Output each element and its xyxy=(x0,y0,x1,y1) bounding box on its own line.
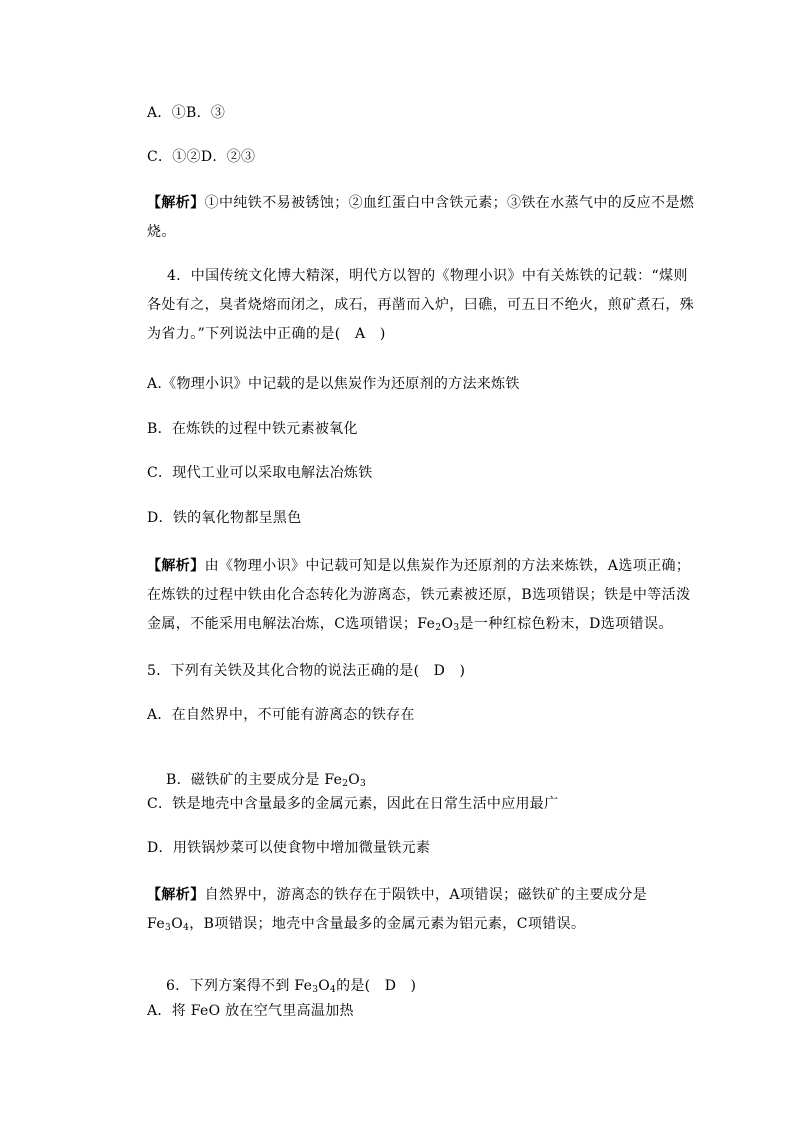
q3-options-ab: A．①B．③ xyxy=(147,105,226,121)
analysis-tag: 【解析】 xyxy=(147,195,205,211)
subscript: 2 xyxy=(435,623,442,633)
q6-option-a: A．将 FeO 放在空气里高温加热 xyxy=(147,1003,354,1019)
q4-option-a: A.《物理小识》中记载的是以焦炭作为还原剂的方法来炼铁 xyxy=(147,376,520,392)
formula-part: O xyxy=(441,616,454,632)
q4-stem: 4．中国传统文化博大精深，明代方以智的《物理小识》中有关炼铁的记载：“煤则各处有之，臭者烧熔而闭之，成石，再凿而入炉，曰礁，可五日不绝火，煎矿煮石，殊为省力。”下列说法中正确的是( A ) xyxy=(147,268,695,342)
subscript: 3 xyxy=(165,923,172,933)
formula-part: O xyxy=(171,916,184,932)
q4-option-d: D．铁的氧化物都呈黑色 xyxy=(147,510,302,526)
subscript: 3 xyxy=(360,779,367,789)
option-text: B．磁铁矿的主要成分是 Fe xyxy=(166,772,343,788)
subscript: 2 xyxy=(342,779,349,789)
q5-stem: 5．下列有关铁及其化合物的说法正确的是( D ) xyxy=(147,663,466,679)
q3-analysis xyxy=(147,189,707,247)
analysis-text: ，B项错误；地壳中含量最多的金属元素为铝元素，C项错误。 xyxy=(189,916,586,932)
formula-part: O xyxy=(348,772,360,788)
q5-option-d: D．用铁锅炒菜可以使食物中增加微量铁元素 xyxy=(147,840,431,856)
subscript: 3 xyxy=(453,623,460,633)
analysis-text: 是一种红棕色粉末，D选项错误。 xyxy=(459,616,673,632)
subscript: 3 xyxy=(312,985,319,995)
q5-option-a: A．在自然界中，不可能有游离态的铁存在 xyxy=(147,707,415,723)
analysis-text: ①中纯铁不易被锈蚀；②血红蛋白中含铁元素；③铁在水蒸气中的反应不是燃烧。 xyxy=(147,195,695,240)
q5-option-c: C．铁是地壳中含量最多的金属元素，因此在日常生活中应用最广 xyxy=(147,796,559,812)
q3-options-cd: C．①②D．②③ xyxy=(147,149,256,165)
q4-option-b: B．在炼铁的过程中铁元素被氧化 xyxy=(147,421,358,437)
analysis-tag: 【解析】 xyxy=(147,558,205,574)
analysis-text: 自然界中，游离态的铁存在于陨铁中，A项错误；磁铁矿的主要成分是 Fe xyxy=(147,887,648,932)
analysis-text: 由《物理小识》中记载可知是以焦炭作为还原剂的方法来炼铁，A选项正确；在炼铁的过程中铁由化合态转化为游离态，铁元素被还原，B选项错误；铁是中等活泼金属，不能采用电解法冶炼，C选项错误；Fe xyxy=(147,558,691,632)
analysis-tag: 【解析】 xyxy=(147,887,205,903)
stem-text: 6．下列方案得不到 Fe xyxy=(166,978,313,994)
q4-option-c: C．现代工业可以采取电解法冶炼铁 xyxy=(147,465,373,481)
subscript: 4 xyxy=(330,985,337,995)
subscript: 4 xyxy=(183,923,190,933)
stem-text: 的是( D ) xyxy=(336,978,417,994)
q5-analysis xyxy=(147,881,702,939)
formula-part: O xyxy=(318,978,331,994)
q4-analysis xyxy=(147,552,702,639)
